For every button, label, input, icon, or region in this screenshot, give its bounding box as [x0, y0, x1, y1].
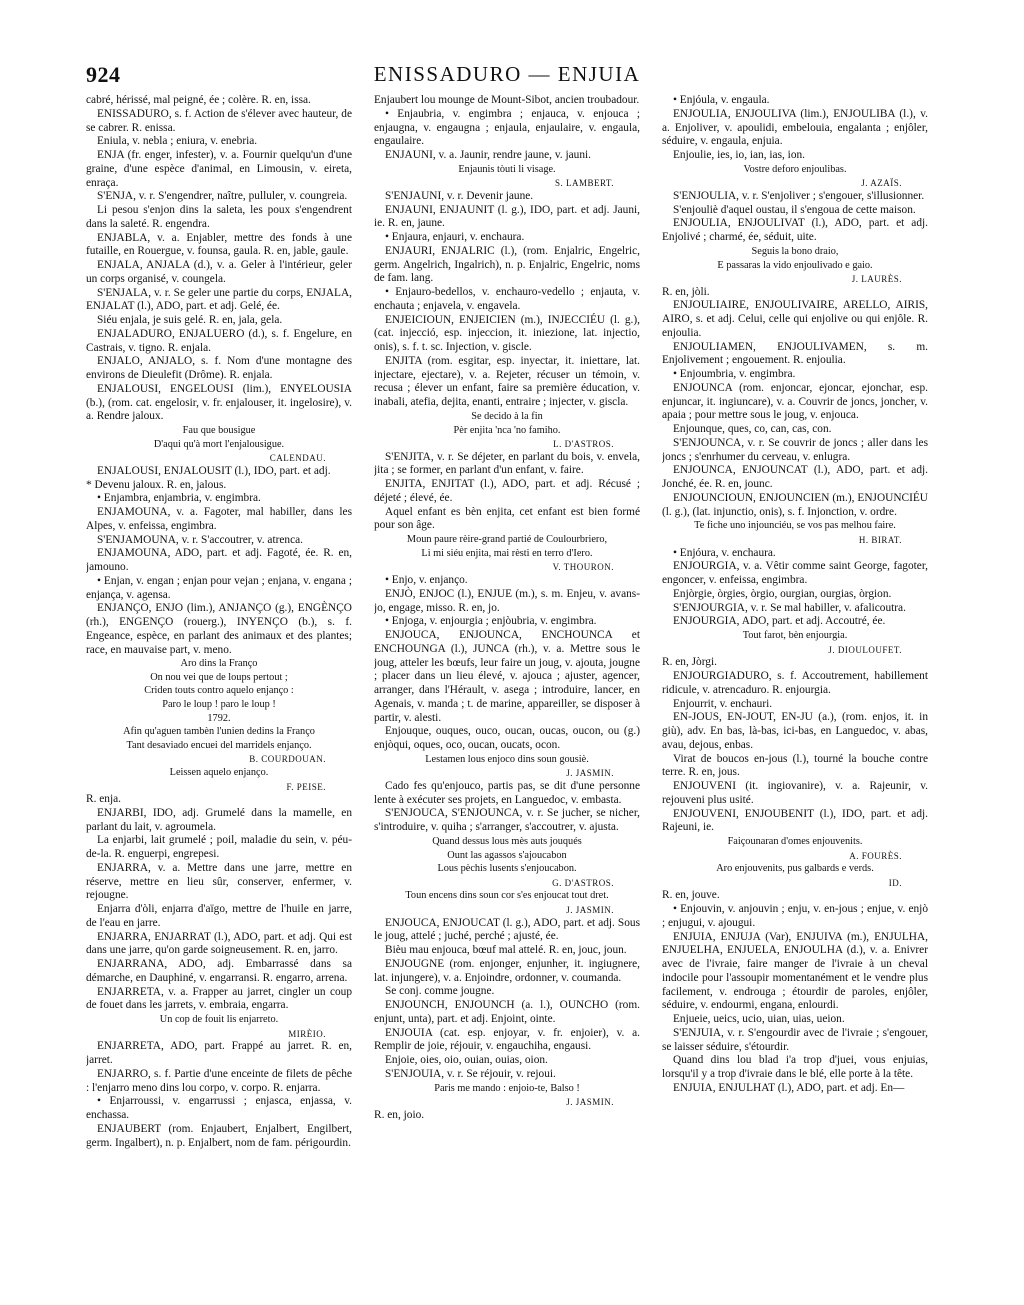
dictionary-entry: ENJAMOUNA, v. a. Fagoter, mal habiller, dans les Alpes, v. enfeissa, engimbra. [86, 506, 352, 532]
dictionary-entry: ENJITA (rom. esgitar, esp. inyectar, it. iniettare, lat. injectare, ejectare), v. a. Rejeter, récuser un témoin, v. recusa ; élever un enfant, faire sa première éducation, v. inabali, atefia, dejita, enanti, entraire ; injecter, v. giscla. [374, 354, 640, 409]
dictionary-entry: S'ENJOURGIA, v. r. Se mal habiller, v. afalicoutra. [673, 601, 906, 614]
dictionary-entry: ENJARRA, ENJARRAT (l.), ADO, part. et adj. Qui est dans une jarre, qu'on garde soigneusement. R. en, jarro. [86, 930, 352, 957]
dictionary-entry: • Enjo, v. enjanço. [385, 574, 468, 586]
quotation-attribution: L. D'ASTROS. [553, 439, 614, 450]
quotation-line: Li mi siéu enjita, mai rèsti en terro d'Iero. [421, 547, 593, 559]
dictionary-entry: Virat de boucos en-jous (l.), tourné la bouche contre terre. R. en, jous. [662, 752, 928, 779]
quotation-line: Toun encens dins soun cor s'es enjoucat tout dret. [405, 890, 609, 902]
dictionary-entry: ENJARRETA, v. a. Frapper au jarret, cingler un coup de fouet dans les jarrets, v. embraia, engarra. [86, 985, 352, 1012]
dictionary-entry: S'ENJOUIA, v. r. Se réjouir, v. rejoui. [385, 1067, 556, 1080]
dictionary-entry: • Enjauro-bedellos, v. enchauro-vedello ; enjauta, v. enchauta ; enjavela, v. engavela. [374, 286, 640, 312]
dictionary-entry: Li pesou s'enjon dins la saleta, les poux s'engendrent dans la saleté. R. engendra. [86, 204, 352, 230]
dictionary-entry: S'enjouliè d'aquel oustau, il s'engoua de cette maison. [673, 203, 916, 216]
dictionary-entry: ENJOUNCA, ENJOUNCAT (l.), ADO, part. et adj. Jonché, ée. R. en, jounc. [662, 464, 928, 491]
dictionary-entry: Enjourrit, v. enchauri. [673, 697, 773, 710]
dictionary-entry: ENJOURGIA, ADO, part. et adj. Accoutré, ée. [673, 615, 886, 628]
dictionary-entry: ENJAUNI, v. a. Jaunir, rendre jaune, v. jauni. [385, 149, 591, 161]
dictionary-entry: ENJITA, ENJITAT (l.), ADO, part. et adj. Récusé ; déjeté ; élevé, ée. [374, 478, 640, 504]
quotation-line: Tout farot, bèn enjourgia. [742, 630, 848, 642]
quotation-line: Un cop de fouit lis enjarreto. [159, 1014, 279, 1026]
dictionary-entry: Enjarra d'òli, enjarra d'aïgo, mettre de l'huile en jarre, de l'eau en jarre. [86, 903, 352, 929]
quotation-line: Criden touts contro aquelo enjanço : [144, 685, 294, 697]
quotation-line: E passaras la vido enjoulivado e gaio. [717, 259, 873, 271]
dictionary-entry: ENJALA, ANJALA (d.), v. a. Geler à l'intérieur, geler un corps organisé, v. coungela. [86, 259, 352, 285]
quotation-attribution: ID. [888, 877, 902, 888]
dictionary-entry: La enjarbi, lait grumelé ; poil, maladie du sein, v. péu-de-la. R. enguerpi, engrepesi. [86, 834, 352, 861]
dictionary-entry: Enjoie, oies, oio, ouian, ouias, oion. [385, 1054, 548, 1066]
dictionary-entry: R. en, joio. [374, 1108, 425, 1121]
dictionary-entry: • Enjaubria, v. engimbra ; enjauca, v. enjouca ; enjaugna, v. engaugna ; enjaula, enjaulaire, v. engaula, engaulaire. [374, 107, 640, 148]
quotation-attribution: A. FOURÈS. [849, 850, 902, 861]
quotation-line: Aro dins la Franço [180, 658, 258, 670]
dictionary-entry: • Enjouvin, v. anjouvin ; enju, v. en-jous ; enjue, v. enjò ; enjugui, v. ajougui. [662, 903, 928, 929]
dictionary-entry: ENJA (fr. enger, infester), v. a. Fournir quelqu'un d'une graine, d'une espèce d'animal, en Limousin, v. eireta, enraça. [86, 149, 352, 189]
dictionary-entry: ENJANÇO, ENJO (lim.), ANJANÇO (g.), ENGÈNÇO (rh.), ENGENÇO (rouerg.), INYENÇO (b.), s. f. Engeance, espèce, en parlant des animaux et des plantes; race, en mauvaise part, v. meno. [86, 602, 352, 656]
dictionary-entry: ENJALADURO, ENJALUERO (d.), s. f. Engelure, en Castrais, v. tigno. R. enjala. [86, 327, 352, 354]
dictionary-entry: ENJOUGNE (rom. enjonger, enjunher, it. ingiugnere, lat. injungere), v. a. Enjoindre, ordonner, v. coumanda. [374, 957, 640, 984]
dictionary-entry: cabré, hérissé, mal peigné, ée ; colère. R. en, issa. [86, 94, 311, 106]
quotation-line: Fau que bousigue [182, 425, 256, 436]
quotation-line: Paro le loup ! paro le loup ! [162, 699, 276, 711]
dictionary-entry: Bièu mau enjouca, bœuf mal attelé. R. en, jouc, joun. [385, 944, 627, 956]
dictionary-entry: S'ENJOUNCA, v. r. Se couvrir de joncs ; aller dans les joncs ; s'enrhumer du cerveau, v. enlugra. [662, 436, 928, 463]
quotation-attribution: J. DIOULOUFET. [828, 644, 902, 655]
dictionary-entry: Enjoulie, ies, io, ian, ias, ion. [673, 149, 806, 161]
dictionary-entry: ENJOUNCA (rom. enjoncar, ejoncar, ejonchar, esp. enjuncar, it. ingiuncare), v. a. Couvrir de joncs, joncher, v. apaia ; pour mettre sous le joug, v. enjouca. [662, 381, 928, 422]
quotation-line: Vostre deforo enjoulibas. [743, 163, 847, 175]
dictionary-entry: ENISSADURO, s. f. Action de s'élever avec hauteur, de se cabrer. R. enissa. [86, 107, 352, 134]
dictionary-entry: S'ENJUIA, v. r. S'engourdir avec de l'ivraie ; s'engouer, se laisser séduire, s'étourdir. [662, 1026, 928, 1053]
quotation-line: Te fiche uno injounciéu, se vos pas melhou faire. [694, 520, 896, 532]
quotation-attribution: J. JASMIN. [566, 904, 614, 915]
quotation-line: 1792. [207, 712, 231, 724]
page-number: 924 [86, 62, 121, 87]
dictionary-entry: Eniula, v. nebla ; eniura, v. enebria. [97, 135, 258, 148]
dictionary-entry: • Enjóura, v. enchaura. [673, 546, 776, 559]
dictionary-entry: ENJALO, ANJALO, s. f. Nom d'une montagne des environs de Dieulefit (Drôme). R. enjala. [86, 355, 352, 381]
dictionary-entry: ENJARRA, v. a. Mettre dans une jarre, mettre en réserve, mettre en lieu sûr, conserver, enfermer, v. rejougne. [86, 861, 352, 902]
dictionary-entry: Cado fes qu'enjouco, partis pas, se dit d'une personne lente à exécuter ses projets, en Languedoc, v. embasta. [374, 779, 640, 806]
column-right [662, 94, 928, 1294]
dictionary-entry: Quand dins lou blad i'a trop d'juei, vous enjuias, lorsqu'il y a trop d'ivraie dans le blé, elle porte à la tête. [662, 1054, 928, 1081]
dictionary-entry: • Enjoumbria, v. engimbra. [673, 368, 796, 381]
dictionary-entry: ENJAMOUNA, ADO, part. et adj. Fagoté, ée. R. en, jamouno. [86, 547, 352, 574]
dictionary-entry: S'ENJOULIA, v. r. S'enjoliver ; s'engouer, s'illusionner. [673, 189, 925, 202]
dictionary-entry: • Enjóula, v. engaula. [673, 94, 770, 106]
dictionary-entry: Enjouque, ouques, ouco, oucan, oucas, oucon, ou (g.) enjòqui, oques, oco, oucan, oucats, ocon. [374, 725, 640, 751]
quotation-attribution: MIRÈIO. [288, 1028, 326, 1039]
dictionary-entry: • Enjarroussi, v. engarrussi ; enjasca, enjassa, v. enchassa. [86, 1095, 352, 1122]
dictionary-entry: ENJOUIA (cat. esp. enjoyar, v. fr. enjoier), v. a. Remplir de joie, réjouir, v. engauchiha, engausi. [374, 1026, 640, 1053]
dictionary-entry: ENJOUCA, ENJOUNCA, ENCHOUNCA et ENCHOUNGA (l.), JUNCA (rh.), v. a. Mettre sous le joug, atteler les bœufs, leur faire un joug, v. ajouta, jougne ; placer dans un lieu élevé, v. ajouca ; ajuster, agencer, arranger, dans l'Hérault, v. asega ; introduire, lancer, en Agenais, v. manda ; t. de marine, appareiller, se disposer à partir, v. alesti. [374, 629, 640, 724]
dictionary-entry: S'ENJA, v. r. S'engendrer, naître, pulluler, v. coungreia. [97, 190, 348, 203]
dictionary-entry: Aquel enfant es bèn enjita, cet enfant est bien formé pour son âge. [374, 505, 640, 532]
dictionary-entry: ENJOULIAIRE, ENJOULIVAIRE, ARELLO, AIRIS, AIRO, s. et adj. Celui, celle qui enjolive ou qui enjôle. R. enjoulia. [662, 299, 928, 339]
quotation-line: Seguis la bono draio, [751, 245, 839, 257]
dictionary-entry: Enjòrgie, òrgies, òrgio, ourgian, ourgias, òrgion. [673, 587, 892, 600]
dictionary-entry: ENJOUVENI, ENJOUBENIT (l.), IDO, part. et adj. Rajeuni, ie. [662, 807, 928, 834]
dictionary-entry: ENJALOUSI, ENGELOUSI (lim.), ENYELOUSIA (b.), (rom. cat. engelosir, v. fr. enjalouser, it. ingelosire), v. a. Rendre jaloux. [86, 382, 352, 423]
quotation-line: Lous pèchis lusents s'enjoucabon. [437, 863, 577, 875]
quotation-attribution: J. LAURÈS. [851, 274, 902, 285]
dictionary-entry: Se conj. comme jougne. [385, 985, 495, 998]
quotation-attribution: J. JASMIN. [566, 1097, 614, 1108]
dictionary-entry: ENJOUNCH, ENJOUNCH (a. l.), OUNCHO (rom. enjunt, unta), part. et adj. Enjoint, ointe. [374, 999, 640, 1025]
dictionary-entry: ENJARRETA, ADO, part. Frappé au jarret. R. en, jarret. [86, 1040, 352, 1067]
dictionary-entry: Enjounque, ques, co, can, cas, con. [673, 423, 832, 436]
dictionary-entry: ENJABLA, v. a. Enjabler, mettre des fonds à une futaille, en Rouergue, v. founsa, gaula. R. en, jable, gaule. [86, 231, 352, 258]
column-middle [374, 94, 640, 1294]
quotation-line: Afin qu'aguen tambèn l'unien dedins la Franço [123, 726, 315, 738]
dictionary-entry: • Enjan, v. engan ; enjan pour vejan ; enjana, v. engana ; enjança, v. agensa. [86, 574, 352, 601]
quotation-line: Quand dessus lous mès auts jouqués [432, 835, 582, 847]
dictionary-entry: R. en, jouve. [662, 889, 720, 902]
dictionary-entry: R. en, Jòrgi. [662, 656, 717, 669]
dictionary-entry: ENJOUVENI (it. ingiovanire), v. a. Rajeunir, v. rejouveni plus usité. [662, 780, 928, 806]
dictionary-entry: ENJOULIAMEN, ENJOULIVAMEN, s. m. Enjolivement ; engouement. R. enjoulia. [662, 340, 928, 367]
quotation-attribution: H. BIRAT. [858, 535, 902, 546]
dictionary-entry: • Enjambra, enjambria, v. engimbra. [97, 492, 261, 505]
running-head: ENISSADURO — ENJUIA [373, 62, 641, 86]
quotation-attribution: S. LAMBERT. [554, 178, 614, 189]
dictionary-entry: S'ENJAMOUNA, v. r. S'accoutrer, v. atrenca. [97, 533, 303, 546]
dictionary-entry: R. enja. [86, 793, 121, 806]
column-left [86, 94, 352, 1294]
dictionary-entry: ENJARRANA, ADO, adj. Embarrassé dans sa démarche, en Dauphiné, v. engarransi. R. engarro, arrena. [86, 958, 352, 984]
dictionary-entry: ENJAURI, ENJALRIC (l.), (rom. Enjalric, Engelric, germ. Angelrich, Ingalrich), n. p. Enjalric, Engelric, noms de fam. lang. [374, 244, 640, 285]
dictionary-entry: ENJAUBERT (rom. Enjaubert, Enjalbert, Engilbert, germ. Ingalbert), n. p. Enjalbert, nom de fam. périgourdin. [86, 1122, 352, 1149]
quotation-line: Pèr enjita 'nca 'no famiho. [453, 424, 561, 436]
dictionary-entry: ENJUIA, ENJUJA (Var), ENJUIVA (m.), ENJULHA, ENJUELHA, ENJUELA, ENJOULHA (d.), v. a. Enivrer avec de l'ivraie, faire manger de l'ivraie à un cheval indocile pour l'assoupir momentanément et le vendre plus facilement, v. endrouga ; étourdir de paroles, enjôler, séduire, v. endourmi, engana, enlourdi. [662, 930, 928, 1012]
quotation-line: Enjaunis tòuti li visage. [458, 163, 556, 175]
dictionary-entry: ENJAUNI, ENJAUNIT (l. g.), IDO, part. et adj. Jauni, ie. R. en, jaune. [374, 203, 640, 230]
dictionary-entry: S'ENJALA, v. r. Se geler une partie du corps, ENJALA, ENJALAT (l.), ADO, part. et adj. Gelé, ée. [86, 286, 352, 313]
quotation-attribution: F. PEISE. [286, 781, 326, 792]
dictionary-entry: • Enjaura, enjauri, v. enchaura. [385, 231, 525, 244]
quotation-line: Faiçounaran d'omes enjouvenits. [727, 836, 863, 848]
dictionary-entry: ENJOURGIADURO, s. f. Accoutrement, habillement ridicule, v. atrencaduro. R. enjourgia. [662, 670, 928, 696]
dictionary-entry: R. en, jòli. [662, 285, 710, 298]
quotation-attribution: B. COURDOUAN. [249, 754, 326, 765]
dictionary-entry: ENJOUNCIOUN, ENJOUNCIEN (m.), ENJOUNCIÉU (l. g.), (lat. injunctio, onis), s. f. Injonction, v. ordre. [662, 491, 928, 518]
dictionary-entry: Enjueie, ueics, ucio, uian, uias, ueion. [673, 1013, 845, 1026]
quotation-line: Paris me mando : enjoio-te, Balso ! [434, 1082, 580, 1094]
dictionary-entry: ENJOULIA, ENJOULIVA (lim.), ENJOULIBA (l.), v. a. Enjoliver, v. apoulidi, embelouia, engalanta ; enjôler, séduire, v. engaula, enjuia. [662, 107, 928, 148]
quotation-attribution: CALENDAU. [269, 453, 326, 464]
dictionary-entry: ENJALOUSI, ENJALOUSIT (l.), IDO, part. et adj. [97, 464, 331, 477]
page-header [86, 62, 928, 88]
dictionary-entry: S'ENJOUCA, S'ENJOUNCA, v. r. Se jucher, se nicher, s'introduire, v. quiha ; s'arranger, s'accoutrer, v. ajusta. [374, 807, 640, 834]
dictionary-entry: EN-JOUS, EN-JOUT, EN-JU (a.), (rom. enjos, it. in giù), adv. En bas, là-bas, ici-bas, en Languedoc, v. abas, avau, dejous, enbas. [662, 711, 928, 751]
dictionary-entry: * Devenu jaloux. R. en, jalous. [86, 478, 227, 491]
dictionary-entry: ENJUIA, ENJULHAT (l.), ADO, part. et adj. En— [673, 1081, 905, 1094]
quotation-attribution: V. THOURON. [552, 562, 614, 573]
dictionary-entry: ENJARBI, IDO, adj. Grumelé dans la mamelle, en parlant du lait, v. agroumela. [86, 806, 352, 833]
dictionary-entry: ENJARRO, s. f. Partie d'une enceinte de filets de pêche : l'enjarro meno dins lou corpo, v. corpo. R. enjarra. [86, 1067, 352, 1094]
quotation-line: On nou vei que de loups pertout ; [150, 671, 288, 683]
quotation-line: Ount las agassos s'ajoucabon [447, 849, 567, 861]
quotation-line: Se decido à la fin [471, 410, 543, 422]
dictionary-entry: ENJÒ, ENJOC (l.), ENJUE (m.), s. m. Enjeu, v. avans-jo, engage, misso. R. en, jo. [374, 587, 640, 614]
dictionary-entry: Siéu enjala, je suis gelé. R. en, jala, gela. [97, 314, 283, 326]
quotation-line: Moun paure rèire-grand partié de Coulourbriero, [406, 534, 608, 546]
quotation-attribution: G. D'ASTROS. [552, 877, 614, 888]
dictionary-entry: S'ENJAUNI, v. r. Devenir jaune. [385, 189, 534, 202]
dictionary-entry: ENJOULIA, ENJOULIVAT (l.), ADO, part. et adj. Enjolivé ; charmé, ée, séduit, uite. [662, 217, 928, 244]
dictionary-entry: • Enjoga, v. enjourgia ; enjòubria, v. engimbra. [385, 615, 597, 628]
dictionary-entry: S'ENJITA, v. r. Se déjeter, en parlant du bois, v. envela, jita ; se former, en parlant d'un enfant, v. faire. [374, 450, 640, 477]
quotation-attribution: J. JASMIN. [566, 768, 614, 779]
quotation-line: Tant desaviado encuei del marridels enjanço. [126, 739, 312, 751]
quotation-line: Lestamen lous enjoco dins soun gousiè. [425, 753, 589, 765]
text-columns [86, 94, 928, 1294]
dictionary-entry: Enjaubert lou mounge de Mount-Sibot, ancien troubadour. [374, 94, 640, 106]
quotation-line: Leissen aquelo enjanço. [169, 767, 269, 779]
quotation-line: Aro enjouvenits, pus galbards e verds. [716, 863, 874, 875]
dictionary-entry: ENJEICIOUN, ENJEICIEN (m.), INJECCIÉU (l. g.), (cat. injecció, esp. injeccion, it. iniezione, lat. injectio, onis), s. f. t. sc. Injection, v. giscle. [374, 313, 640, 354]
quotation-attribution: J. AZAÏS. [861, 178, 902, 189]
dictionary-entry: ENJOUCA, ENJOUCAT (l. g.), ADO, part. et adj. Sous le joug, attelé ; juché, perché ; ajusté, ée. [374, 916, 640, 943]
quotation-line: D'aqui qu'à mort l'enjalousigue. [153, 438, 285, 450]
dictionary-entry: ENJOURGIA, v. a. Vêtir comme saint George, fagoter, engoncer, v. enfeissa, engimbra. [662, 560, 928, 587]
